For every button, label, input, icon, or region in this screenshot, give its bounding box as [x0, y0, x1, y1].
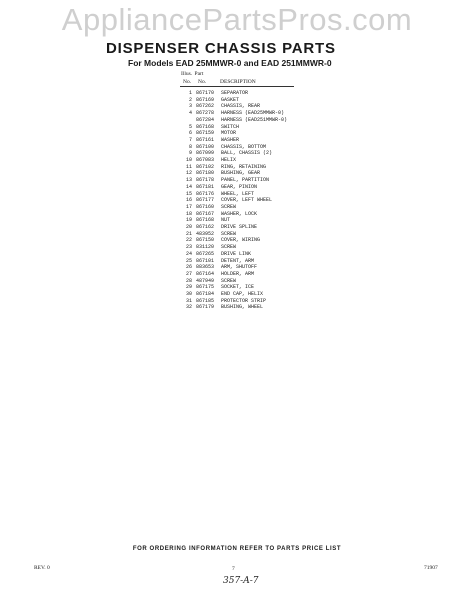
illus-no: 15	[185, 190, 192, 197]
part-number: 867169	[196, 96, 215, 103]
part-description: NUT	[221, 217, 231, 224]
header-no2: No.	[198, 79, 207, 85]
part-description: COVER, LEFT WHEEL	[221, 197, 273, 204]
illus-no: 30	[185, 291, 192, 297]
part-description: GEAR, PINION	[221, 183, 258, 190]
part-description: GASKET	[221, 96, 240, 103]
part-number: 867161	[196, 136, 215, 143]
part-description: MOTOR	[221, 130, 237, 137]
part-number: 867284	[196, 116, 215, 123]
part-description: DRIVE LINK	[221, 250, 252, 257]
part-description: END CAP, HELIX	[221, 291, 264, 297]
part-description: SCREW	[221, 203, 237, 210]
part-description: HELIX	[221, 157, 237, 163]
illus-no: 31	[185, 297, 192, 304]
illus-no: 7	[188, 136, 192, 143]
part-description: HARNESS (EAD251MMWR-0)	[221, 116, 288, 123]
part-number: 867167	[196, 210, 215, 217]
part-description: CHASSIS, REAR	[221, 103, 261, 110]
part-description: COVER, WIRING	[221, 237, 261, 244]
watermark: AppliancePartsPros.com	[61, 2, 413, 37]
illus-no: 24	[185, 250, 192, 257]
part-description: SWITCH	[221, 123, 240, 130]
part-number: 867184	[196, 291, 215, 297]
illus-no: 1	[188, 90, 192, 96]
part-description: DETENT, ARM	[221, 257, 255, 264]
illus-no: 14	[185, 183, 192, 190]
illus-no: 16	[185, 197, 192, 204]
illus-no: 21	[185, 230, 192, 237]
part-number: 867177	[196, 197, 215, 204]
part-description: BALL, CHASSIS (2)	[221, 150, 273, 157]
part-number: 867170	[196, 90, 215, 96]
part-number: 867168	[196, 123, 215, 130]
part-number: 867164	[196, 270, 215, 277]
part-number: 867101	[196, 257, 215, 264]
header-rule	[180, 86, 294, 87]
part-number: 867181	[196, 183, 215, 190]
part-description: SOCKET, ICE	[221, 284, 255, 291]
part-description: HARNESS (EAD25MMWR-0)	[221, 110, 285, 117]
illus-no: 13	[185, 177, 192, 184]
part-description: BUSHING, GEAR	[221, 170, 261, 177]
header-description: DESCRIPTION	[220, 79, 256, 85]
illus-no: 4	[188, 110, 192, 117]
document-code: 71907	[424, 565, 438, 571]
illus-no: 23	[185, 244, 192, 251]
part-description: SCREW	[221, 230, 237, 237]
illus-no: 18	[185, 210, 192, 217]
part-number: 867162	[196, 224, 215, 230]
part-number: 483952	[196, 230, 215, 237]
handwritten-note: 357-A-7	[223, 576, 259, 586]
illus-no: 10	[185, 157, 192, 163]
models-subtitle: For Models EAD 25MMWR-0 and EAD 251MMWR-0	[128, 58, 332, 68]
part-number: 867100	[196, 143, 215, 150]
illus-no: 29	[185, 284, 192, 291]
part-number: 867160	[196, 203, 215, 210]
illus-no: 27	[185, 270, 192, 277]
illus-no: 19	[185, 217, 192, 224]
part-description: DRIVE SPLINE	[221, 224, 258, 230]
illus-no: 12	[185, 170, 192, 177]
illus-no: 8	[188, 143, 192, 150]
part-number: 867178	[196, 177, 215, 184]
part-number: 867265	[196, 250, 215, 257]
part-description: PROTECTOR STRIP	[221, 297, 267, 304]
part-number: 487949	[196, 277, 215, 284]
part-number: 867179	[196, 304, 215, 311]
part-description: PANEL, PARTITION	[221, 177, 270, 184]
illus-no: 20	[185, 224, 192, 230]
part-number: 867185	[196, 297, 215, 304]
part-number: 867159	[196, 130, 215, 137]
part-number: 867262	[196, 103, 215, 110]
part-description: SEPARATOR	[221, 90, 249, 96]
part-description: ARM, SHUTOFF	[221, 264, 258, 271]
part-number: 867180	[196, 170, 215, 177]
part-number: 867175	[196, 284, 215, 291]
illus-no: 9	[188, 150, 192, 157]
page-title: DISPENSER CHASSIS PARTS	[106, 40, 336, 57]
illus-no: 26	[185, 264, 192, 271]
illus-no: 32	[185, 304, 192, 311]
illus-no: 3	[188, 103, 192, 110]
illus-no: 17	[185, 203, 192, 210]
part-number: 867176	[196, 190, 215, 197]
part-number: 867278	[196, 110, 215, 117]
illus-no: 11	[185, 163, 192, 170]
part-description: HOLDER, ARM	[221, 270, 255, 277]
header-illus-part: Illus. Part	[181, 71, 204, 77]
part-number: 867168	[196, 217, 215, 224]
part-description: BUSHING, WHEEL	[221, 304, 264, 311]
revision-label: REV. 0	[34, 565, 50, 571]
part-description: WASHER, LOCK	[221, 210, 258, 217]
part-description: RING, RETAINING	[221, 163, 267, 170]
part-number: 867083	[196, 157, 215, 163]
part-number: 867150	[196, 237, 215, 244]
part-number: 831120	[196, 244, 215, 251]
part-description: SCREW	[221, 244, 237, 251]
illus-no: 25	[185, 257, 192, 264]
part-description: WHEEL, LEFT	[221, 190, 255, 197]
illus-no: 22	[185, 237, 192, 244]
footer-note: FOR ORDERING INFORMATION REFER TO PARTS PRICE LIST	[132, 546, 342, 552]
part-number: 867102	[196, 163, 215, 170]
illus-no: 28	[185, 277, 192, 284]
illus-no: 2	[188, 96, 192, 103]
header-no: No.	[183, 79, 192, 85]
part-number: 883653	[196, 264, 215, 271]
part-description: WASHER	[221, 136, 240, 143]
page-number: 7	[232, 566, 235, 572]
illus-no: 6	[188, 130, 192, 137]
part-description: SCREW	[221, 277, 237, 284]
illus-no: 5	[188, 123, 192, 130]
part-description: CHASSIS, BOTTOM	[221, 143, 267, 150]
part-number: 867099	[196, 150, 215, 157]
